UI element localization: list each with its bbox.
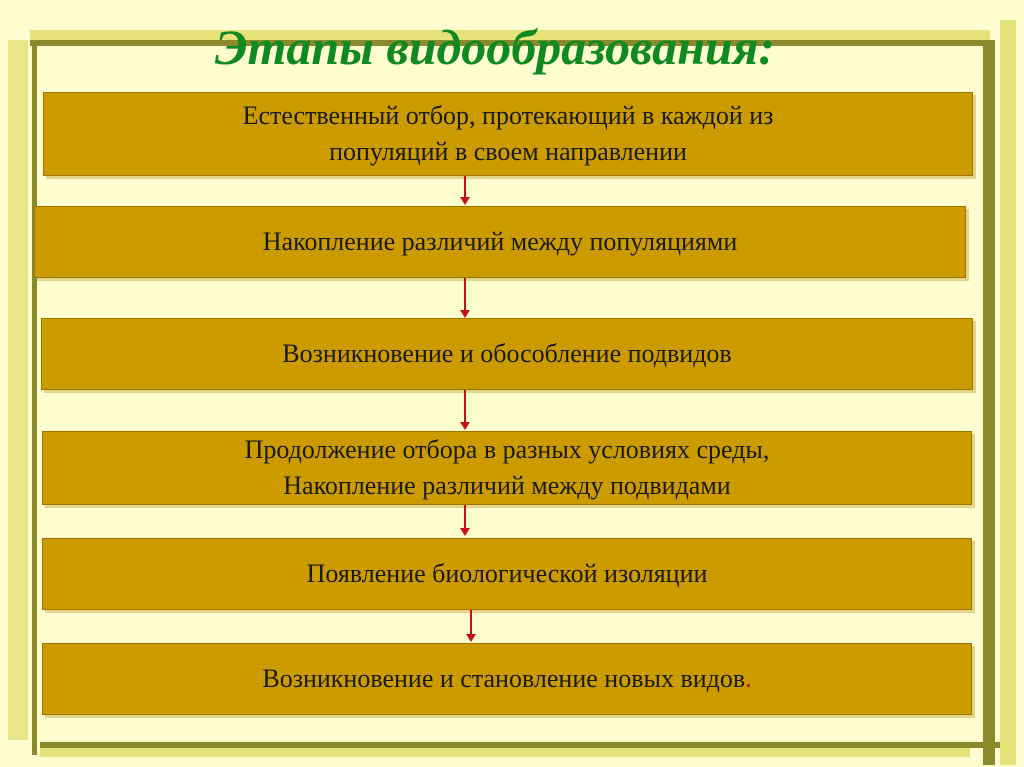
stage-5-line-1: Появление биологической изоляции: [306, 559, 708, 589]
arrow-1: [464, 176, 466, 198]
frame-right-dark: [983, 40, 995, 765]
arrow-3: [464, 390, 466, 423]
stage-2-line-1: Накопление различий между популяциями: [262, 227, 738, 257]
stage-box-5: [42, 538, 972, 610]
stage-1-line-1: Естественный отбор, протекающий в каждой из: [242, 101, 774, 131]
arrow-4: [464, 505, 466, 529]
arrow-5: [470, 610, 472, 635]
stage-box-1: [43, 92, 973, 176]
stage-text-1: [243, 98, 774, 170]
stage-6-trailing-dot: .: [745, 664, 752, 694]
frame-left-light: [8, 40, 28, 740]
frame-bottom-light: [40, 748, 970, 757]
stage-box-6: [42, 643, 972, 715]
frame-right-light: [1000, 20, 1016, 765]
stage-box-2: [34, 206, 966, 278]
slide-title: Этапы видообразования:: [214, 19, 776, 75]
stage-4-line-2: Накопление различий между подвидами: [283, 471, 731, 500]
stage-3-line-1: Возникновение и обособление подвидов: [282, 339, 732, 369]
frame-left-dark: [32, 40, 37, 755]
stage-box-4: [42, 431, 972, 505]
stage-text-6: [262, 661, 751, 697]
stage-1-line-2: популяций в своем направлении: [329, 137, 687, 166]
stage-box-3: [41, 318, 973, 390]
stage-4-line-1: Продолжение отбора в разных условиях среды,: [244, 435, 770, 465]
stage-6-line-1: Возникновение и становление новых видов: [262, 664, 746, 694]
arrow-2: [464, 278, 466, 311]
stage-text-4: [245, 432, 770, 504]
